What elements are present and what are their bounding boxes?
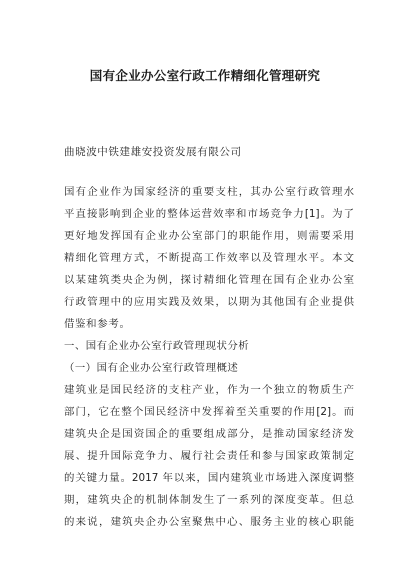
body-line: 的关键力量。2017 年以来，国内建筑业市场进入深度调整: [64, 472, 354, 484]
body-line: 国有企业作为国家经济的重要支柱，其办公室行政管理水: [64, 186, 354, 198]
body-line: 的来说，建筑央企办公室聚焦中心、服务主业的核心职能: [64, 516, 354, 528]
body-line: 更好地发挥国有企业办公室部门的职能作用，则需要采用: [64, 230, 354, 242]
subsection-heading: （一）国有企业办公室行政管理概述: [64, 362, 239, 374]
body-line: 建筑业是国民经济的支柱产业，作为一个独立的物质生产: [64, 384, 354, 396]
section-heading: 一、国有企业办公室行政管理现状分析: [64, 340, 250, 352]
body-line: 行政管理中的应用实践及效果，以期为其他国有企业提供: [64, 296, 354, 308]
body-line: 建筑央企是国资国企的重要组成部分，是推动国家经济发: [64, 428, 354, 440]
body-line: 借鉴和参考。: [64, 318, 131, 330]
body-line: 期，建筑央企的机制体制发生了一系列的深度变革。但总: [64, 494, 354, 506]
body-line: 部门，它在整个国民经济中发挥着至关重要的作用[2]。而: [64, 406, 354, 418]
document-body: [64, 181, 354, 533]
author-affiliation: 曲晓波中铁建雄安投资发展有限公司: [64, 146, 242, 158]
body-line: 精细化管理方式，不断提高工作效率以及管理水平。本文: [64, 252, 354, 264]
body-line: 展、提升国际竞争力、履行社会责任和参与国家政策制定: [64, 450, 354, 462]
document-title: 国有企业办公室行政工作精细化管理研究: [89, 68, 321, 83]
body-line: 以某建筑类央企为例，探讨精细化管理在国有企业办公室: [64, 274, 354, 286]
body-line: 平直接影响到企业的整体运营效率和市场竞争力[1]。为了: [64, 208, 354, 220]
